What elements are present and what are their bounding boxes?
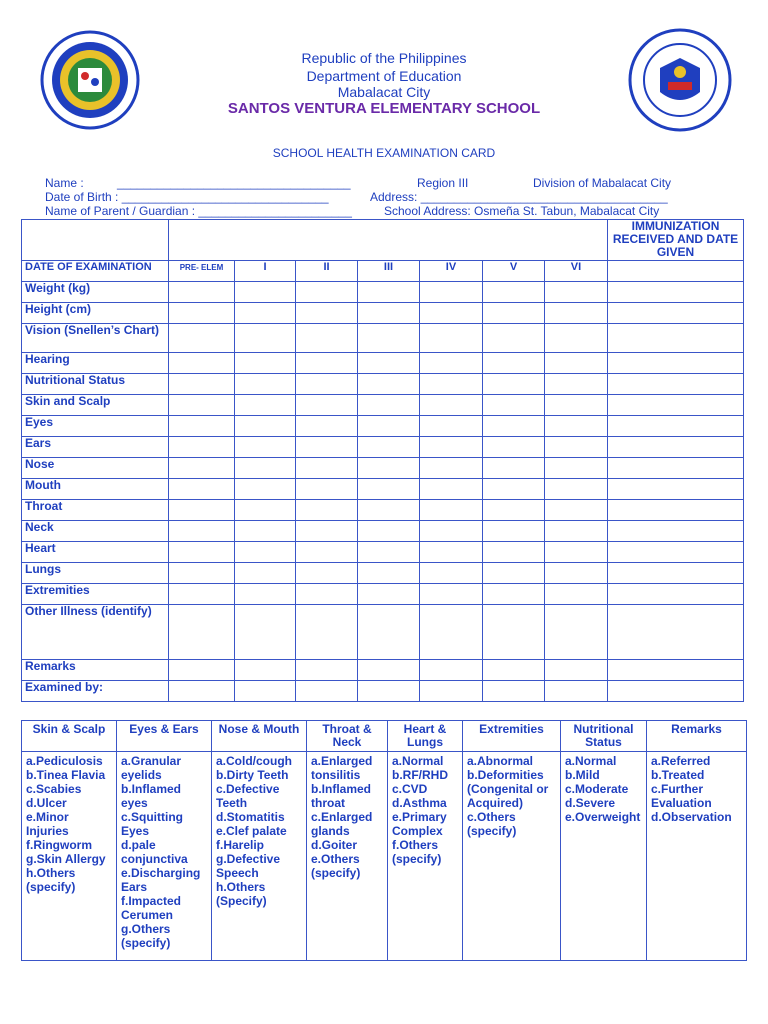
exam-entry-cell[interactable] (169, 395, 235, 416)
immunization-entry-cell[interactable] (608, 324, 744, 353)
exam-entry-cell[interactable] (483, 437, 545, 458)
legend-item: e.Minor Injuries (26, 810, 69, 838)
legend-header: Heart & Lungs (388, 721, 463, 752)
exam-row-label: Other Illness (identify) (22, 605, 169, 660)
exam-entry-cell[interactable] (545, 303, 608, 324)
legend-header: Skin & Scalp (22, 721, 117, 752)
city-line: Mabalacat City (337, 84, 431, 100)
exam-entry-cell[interactable] (296, 374, 358, 395)
exam-entry-cell[interactable] (545, 500, 608, 521)
exam-entry-cell[interactable] (545, 479, 608, 500)
exam-entry-cell[interactable] (483, 303, 545, 324)
exam-entry-cell[interactable] (296, 605, 358, 660)
region-label: Region III (417, 176, 469, 190)
exam-entry-cell[interactable] (420, 458, 483, 479)
exam-entry-cell[interactable] (296, 458, 358, 479)
legend-item: f.Ringworm (26, 838, 92, 852)
exam-entry-cell[interactable] (358, 479, 420, 500)
exam-entry-cell[interactable] (358, 416, 420, 437)
exam-entry-cell[interactable] (296, 353, 358, 374)
exam-entry-cell[interactable] (296, 479, 358, 500)
exam-entry-cell[interactable] (296, 500, 358, 521)
exam-entry-cell[interactable] (169, 681, 235, 702)
exam-entry-cell[interactable] (169, 303, 235, 324)
exam-entry-cell[interactable] (420, 437, 483, 458)
exam-row (22, 395, 744, 416)
grade-3: III (358, 261, 420, 282)
exam-entry-cell[interactable] (420, 681, 483, 702)
immunization-cell[interactable] (608, 261, 744, 282)
immunization-entry-cell[interactable] (608, 605, 744, 660)
legend-item: f.Impacted Cerumen (121, 894, 182, 922)
exam-row (22, 542, 744, 563)
legend-item: b.Dirty Teeth (216, 768, 289, 782)
exam-entry-cell[interactable] (545, 458, 608, 479)
legend-item: d.Observation (651, 810, 732, 824)
exam-row (22, 374, 744, 395)
exam-entry-cell[interactable] (483, 500, 545, 521)
exam-entry-cell[interactable] (420, 416, 483, 437)
exam-entry-cell[interactable] (420, 563, 483, 584)
exam-entry-cell[interactable] (358, 458, 420, 479)
legend-item: b.Tinea Flavia (26, 768, 106, 782)
exam-entry-cell[interactable] (545, 282, 608, 303)
grade-1: I (235, 261, 296, 282)
name-field[interactable]: Name : ___________________________________ (45, 176, 351, 190)
legend-item: g.Others (specify) (121, 922, 171, 950)
exam-row (22, 521, 744, 542)
exam-entry-cell[interactable] (235, 416, 296, 437)
immunization-entry-cell[interactable] (608, 395, 744, 416)
exam-row-label: Weight (kg) (22, 282, 169, 303)
legend-item: c.Others (specify) (467, 810, 517, 838)
legend-item: h.Others (specify) (26, 866, 76, 894)
immunization-entry-cell[interactable] (608, 458, 744, 479)
exam-entry-cell[interactable] (545, 605, 608, 660)
exam-entry-cell[interactable] (420, 479, 483, 500)
exam-entry-cell[interactable] (545, 353, 608, 374)
legend-header: Throat & Neck (307, 721, 388, 752)
exam-entry-cell[interactable] (169, 500, 235, 521)
immunization-entry-cell[interactable] (608, 479, 744, 500)
findings-legend-table (21, 720, 747, 961)
exam-entry-cell[interactable] (420, 374, 483, 395)
exam-entry-cell[interactable] (296, 681, 358, 702)
exam-row-label: Throat (22, 500, 169, 521)
exam-entry-cell[interactable] (483, 605, 545, 660)
exam-row (22, 479, 744, 500)
exam-entry-cell[interactable] (420, 303, 483, 324)
exam-row-label: Mouth (22, 479, 169, 500)
republic-line: Republic of the Philippines (301, 50, 467, 66)
exam-entry-cell[interactable] (420, 605, 483, 660)
exam-row-label: Ears (22, 437, 169, 458)
legend-column (647, 752, 747, 961)
legend-item: d.Asthma (392, 796, 447, 810)
parent-guardian-field[interactable]: Name of Parent / Guardian : _______________________ (45, 204, 352, 218)
legend-column (307, 752, 388, 961)
exam-entry-cell[interactable] (545, 395, 608, 416)
exam-entry-cell[interactable] (545, 521, 608, 542)
exam-entry-cell[interactable] (358, 282, 420, 303)
exam-entry-cell[interactable] (545, 584, 608, 605)
exam-entry-cell[interactable] (235, 681, 296, 702)
department-line: Department of Education (306, 68, 462, 84)
exam-entry-cell[interactable] (235, 500, 296, 521)
legend-item: d.Ulcer (26, 796, 67, 810)
legend-column (212, 752, 307, 961)
exam-entry-cell[interactable] (483, 416, 545, 437)
exam-row-label: Skin and Scalp (22, 395, 169, 416)
exam-entry-cell[interactable] (358, 353, 420, 374)
exam-entry-cell[interactable] (358, 584, 420, 605)
exam-row (22, 500, 744, 521)
date-of-examination-label: DATE OF EXAMINATION (22, 261, 169, 282)
legend-item: b.Treated (651, 768, 705, 782)
exam-entry-cell[interactable] (235, 521, 296, 542)
legend-item: h.Others (Specify) (216, 880, 267, 908)
immunization-entry-cell[interactable] (608, 353, 744, 374)
exam-entry-cell[interactable] (235, 479, 296, 500)
exam-entry-cell[interactable] (296, 416, 358, 437)
exam-row (22, 681, 744, 702)
exam-row-label: Neck (22, 521, 169, 542)
exam-row (22, 605, 744, 660)
exam-entry-cell[interactable] (483, 282, 545, 303)
exam-entry-cell[interactable] (235, 282, 296, 303)
immunization-entry-cell[interactable] (608, 282, 744, 303)
exam-row (22, 563, 744, 584)
immunization-entry-cell[interactable] (608, 660, 744, 681)
exam-row (22, 437, 744, 458)
division-label: Division of Mabalacat City (533, 176, 672, 190)
exam-entry-cell[interactable] (358, 437, 420, 458)
exam-row (22, 660, 744, 681)
immunization-entry-cell[interactable] (608, 681, 744, 702)
grade-5: V (483, 261, 545, 282)
immunization-header: IMMUNIZATION RECEIVED AND DATE GIVEN (608, 220, 744, 261)
legend-item: g.Defective Speech (216, 852, 281, 880)
exam-entry-cell[interactable] (296, 660, 358, 681)
exam-entry-cell[interactable] (235, 458, 296, 479)
exam-entry-cell[interactable] (169, 660, 235, 681)
exam-entry-cell[interactable] (235, 437, 296, 458)
exam-entry-cell[interactable] (545, 437, 608, 458)
legend-column (117, 752, 212, 961)
exam-entry-cell[interactable] (545, 563, 608, 584)
exam-entry-cell[interactable] (483, 353, 545, 374)
exam-entry-cell[interactable] (483, 395, 545, 416)
exam-entry-cell[interactable] (545, 660, 608, 681)
legend-item: a.Referred (651, 754, 711, 768)
grade-header-row (22, 261, 744, 282)
legend-item: b.Inflamed eyes (121, 782, 182, 810)
exam-entry-cell[interactable] (358, 324, 420, 353)
exam-row (22, 416, 744, 437)
exam-row (22, 584, 744, 605)
address-field[interactable]: Address: _____________________________________ (370, 190, 668, 204)
legend-item: a.Cold/cough (216, 754, 292, 768)
exam-entry-cell[interactable] (235, 563, 296, 584)
immunization-entry-cell[interactable] (608, 374, 744, 395)
exam-row-label: Remarks (22, 660, 169, 681)
blank-grades-header (169, 220, 608, 261)
exam-entry-cell[interactable] (483, 563, 545, 584)
exam-entry-cell[interactable] (545, 374, 608, 395)
exam-entry-cell[interactable] (169, 374, 235, 395)
exam-entry-cell[interactable] (235, 584, 296, 605)
exam-entry-cell[interactable] (420, 395, 483, 416)
legend-column (388, 752, 463, 961)
exam-entry-cell[interactable] (169, 542, 235, 563)
exam-row (22, 353, 744, 374)
exam-entry-cell[interactable] (545, 324, 608, 353)
exam-entry-cell[interactable] (420, 500, 483, 521)
legend-header: Eyes & Ears (117, 721, 212, 752)
legend-item: d.Goiter (311, 838, 358, 852)
immunization-entry-cell[interactable] (608, 303, 744, 324)
grade-pre-elem: PRE- ELEM (169, 261, 235, 282)
exam-entry-cell[interactable] (235, 395, 296, 416)
legend-item: g.Skin Allergy (26, 852, 106, 866)
exam-entry-cell[interactable] (420, 660, 483, 681)
immunization-entry-cell[interactable] (608, 584, 744, 605)
exam-row-label: Lungs (22, 563, 169, 584)
school-name: SANTOS VENTURA ELEMENTARY SCHOOL (227, 100, 541, 117)
exam-entry-cell[interactable] (169, 416, 235, 437)
immunization-entry-cell[interactable] (608, 437, 744, 458)
legend-item: d.Severe (565, 796, 616, 810)
legend-item: a.Granular eyelids (121, 754, 182, 782)
legend-item: e.Others (specify) (311, 852, 361, 880)
exam-entry-cell[interactable] (483, 458, 545, 479)
exam-entry-cell[interactable] (358, 605, 420, 660)
exam-row-label: Extremities (22, 584, 169, 605)
exam-entry-cell[interactable] (296, 282, 358, 303)
legend-header-row (22, 721, 747, 752)
immunization-entry-cell[interactable] (608, 521, 744, 542)
card-title: SCHOOL HEALTH EXAMINATION CARD (272, 146, 496, 160)
birthdate-field[interactable]: Date of Birth : _______________________________ (45, 190, 329, 204)
legend-item: f.Harelip (216, 838, 265, 852)
exam-entry-cell[interactable] (296, 303, 358, 324)
legend-item: e.Discharging Ears (121, 866, 201, 894)
examination-table (21, 219, 744, 702)
exam-entry-cell[interactable] (483, 542, 545, 563)
exam-entry-cell[interactable] (169, 324, 235, 353)
legend-item: c.Further Evaluation (651, 782, 712, 810)
legend-item: c.Squitting Eyes (121, 810, 183, 838)
exam-entry-cell[interactable] (358, 681, 420, 702)
exam-row-label: Nose (22, 458, 169, 479)
exam-entry-cell[interactable] (483, 479, 545, 500)
exam-header-top-row (22, 220, 744, 261)
exam-entry-cell[interactable] (358, 303, 420, 324)
legend-header: Nutritional Status (561, 721, 647, 752)
exam-entry-cell[interactable] (358, 500, 420, 521)
legend-item: a.Abnormal (467, 754, 534, 768)
legend-body-row (22, 752, 747, 961)
legend-item: c.Moderate (565, 782, 629, 796)
exam-entry-cell[interactable] (235, 542, 296, 563)
legend-item: c.Enlarged glands (311, 810, 373, 838)
exam-entry-cell[interactable] (169, 479, 235, 500)
exam-entry-cell[interactable] (483, 681, 545, 702)
legend-item: d.pale conjunctiva (121, 838, 188, 866)
blank-header-cell (22, 220, 169, 261)
legend-item: a.Pediculosis (26, 754, 103, 768)
exam-entry-cell[interactable] (420, 521, 483, 542)
exam-entry-cell[interactable] (296, 437, 358, 458)
grade-4: IV (420, 261, 483, 282)
immunization-entry-cell[interactable] (608, 500, 744, 521)
exam-entry-cell[interactable] (169, 437, 235, 458)
legend-column (561, 752, 647, 961)
exam-entry-cell[interactable] (296, 395, 358, 416)
exam-entry-cell[interactable] (358, 563, 420, 584)
exam-entry-cell[interactable] (169, 282, 235, 303)
exam-entry-cell[interactable] (483, 324, 545, 353)
exam-entry-cell[interactable] (169, 353, 235, 374)
exam-entry-cell[interactable] (235, 660, 296, 681)
exam-row-label: Height (cm) (22, 303, 169, 324)
exam-entry-cell[interactable] (420, 542, 483, 563)
exam-entry-cell[interactable] (235, 303, 296, 324)
exam-entry-cell[interactable] (235, 353, 296, 374)
grade-2: II (296, 261, 358, 282)
legend-item: c.Scabies (26, 782, 82, 796)
legend-item: b.Deformities (Congenital or Acquired) (467, 768, 549, 810)
legend-item: c.CVD (392, 782, 428, 796)
exam-entry-cell[interactable] (483, 374, 545, 395)
legend-column (22, 752, 117, 961)
legend-item: b.Inflamed throat (311, 782, 372, 810)
exam-entry-cell[interactable] (169, 584, 235, 605)
legend-item: a.Normal (565, 754, 617, 768)
immunization-entry-cell[interactable] (608, 416, 744, 437)
exam-entry-cell[interactable] (545, 542, 608, 563)
legend-item: b.Mild (565, 768, 600, 782)
exam-entry-cell[interactable] (169, 563, 235, 584)
school-address: School Address: Osmeña St. Tabun, Mabalacat City (384, 204, 660, 218)
exam-entry-cell[interactable] (420, 353, 483, 374)
exam-entry-cell[interactable] (296, 584, 358, 605)
exam-row-label: Nutritional Status (22, 374, 169, 395)
immunization-entry-cell[interactable] (608, 542, 744, 563)
exam-entry-cell[interactable] (483, 584, 545, 605)
exam-entry-cell[interactable] (358, 395, 420, 416)
exam-entry-cell[interactable] (169, 605, 235, 660)
exam-row-label: Hearing (22, 353, 169, 374)
exam-entry-cell[interactable] (169, 458, 235, 479)
legend-column (463, 752, 561, 961)
exam-row-label: Eyes (22, 416, 169, 437)
exam-entry-cell[interactable] (296, 563, 358, 584)
exam-entry-cell[interactable] (358, 542, 420, 563)
exam-entry-cell[interactable] (296, 324, 358, 353)
exam-row-label: Examined by: (22, 681, 169, 702)
exam-row (22, 458, 744, 479)
legend-item: d.Stomatitis (216, 810, 285, 824)
exam-entry-cell[interactable] (420, 324, 483, 353)
exam-row (22, 324, 744, 353)
exam-entry-cell[interactable] (235, 374, 296, 395)
exam-entry-cell[interactable] (235, 324, 296, 353)
exam-entry-cell[interactable] (358, 521, 420, 542)
legend-header: Extremities (463, 721, 561, 752)
legend-item: e.Clef palate (216, 824, 287, 838)
legend-item: a.Normal (392, 754, 444, 768)
legend-header: Remarks (647, 721, 747, 752)
legend-item: e.Overweight (565, 810, 641, 824)
grade-6: VI (545, 261, 608, 282)
legend-item: b.RF/RHD (392, 768, 448, 782)
exam-row-label: Vision (Snellen’s Chart) (22, 324, 169, 353)
exam-entry-cell[interactable] (358, 374, 420, 395)
exam-entry-cell[interactable] (483, 660, 545, 681)
exam-entry-cell[interactable] (296, 542, 358, 563)
exam-entry-cell[interactable] (358, 660, 420, 681)
exam-row (22, 303, 744, 324)
exam-entry-cell[interactable] (545, 416, 608, 437)
exam-entry-cell[interactable] (420, 584, 483, 605)
legend-item: a.Enlarged tonsilitis (311, 754, 373, 782)
exam-row (22, 282, 744, 303)
exam-entry-cell[interactable] (296, 521, 358, 542)
exam-row-label: Heart (22, 542, 169, 563)
legend-item: e.Primary Complex (392, 810, 447, 838)
exam-entry-cell[interactable] (483, 521, 545, 542)
exam-entry-cell[interactable] (169, 521, 235, 542)
exam-entry-cell[interactable] (235, 605, 296, 660)
legend-item: f.Others (specify) (392, 838, 442, 866)
legend-header: Nose & Mouth (212, 721, 307, 752)
exam-entry-cell[interactable] (545, 681, 608, 702)
exam-entry-cell[interactable] (420, 282, 483, 303)
immunization-entry-cell[interactable] (608, 563, 744, 584)
legend-item: c.Defective Teeth (216, 782, 280, 810)
